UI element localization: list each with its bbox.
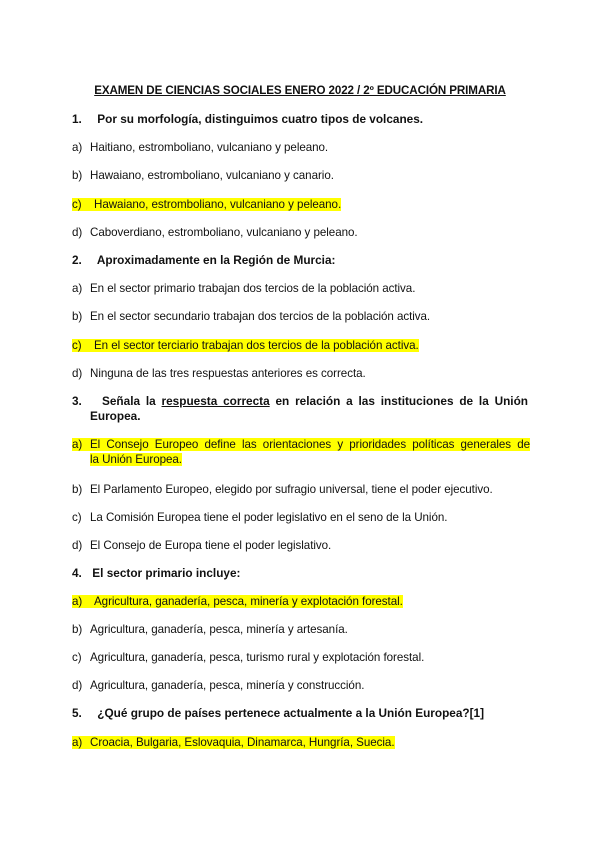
q1-option-d-letter: d) [72,226,83,239]
q3-option-a-letter: a) [72,438,83,451]
document-title: EXAMEN DE CIENCIAS SOCIALES ENERO 2022 / 2º EDUCACIÓN PRIMARIA [94,84,506,97]
q4-option-a-text: Agricultura, ganadería, pesca, minería y explotación forestal. [94,595,403,608]
q3-option-a-correct [72,437,530,467]
q3-option-d-text: El Consejo de Europa tiene el poder legislativo. [90,539,332,552]
q4-option-a-letter: a) [72,595,83,608]
q2-option-a [72,281,415,296]
question-4-text: El sector primario incluye: [92,566,241,580]
q2-option-d-letter: d) [72,367,83,380]
q1-option-a-letter: a) [72,141,83,154]
q3-option-c-text: La Comisión Europea tiene el poder legislativo en el seno de la Unión. [90,511,448,524]
q1-option-a-text: Haitiano, estromboliano, vulcaniano y peleano. [90,141,329,154]
q1-option-d [72,225,358,240]
q1-option-b-letter: b) [72,169,83,182]
q1-option-b-text: Hawaiano, estromboliano, vulcaniano y canario. [90,169,334,182]
question-4 [72,566,240,581]
q2-option-c-letter: c) [72,339,82,352]
q4-option-d-letter: d) [72,679,83,692]
question-3-text-underlined: respuesta correcta [161,394,270,408]
q1-option-c-letter: c) [72,198,82,211]
question-1 [72,112,423,127]
question-2-text: Aproximadamente en la Región de Murcia: [96,253,336,267]
q2-option-a-text: En el sector primario trabajan dos tercios de la población activa. [90,282,416,295]
question-4-number: 4. [72,566,82,580]
q2-option-b-letter: b) [72,310,83,323]
q1-option-d-text: Caboverdiano, estromboliano, vulcaniano y peleano. [90,226,358,239]
q4-option-c-letter: c) [72,651,82,664]
q2-option-d-text: Ninguna de las tres respuestas anteriores es correcta. [90,367,366,380]
question-2-number: 2. [72,253,82,267]
q4-option-b-letter: b) [72,623,83,636]
question-5 [72,706,484,721]
q3-option-a-text-line2: la Unión Europea. [90,453,182,466]
q3-option-b-text: El Parlamento Europeo, elegido por sufragio universal, tiene el poder ejecutivo. [90,483,493,496]
q5-option-a-correct [72,735,395,750]
q3-option-c [72,510,447,525]
question-3-text-after: en relación a las instituciones de la Unión [275,394,528,408]
q3-option-b [72,482,493,497]
question-5-text: ¿Qué grupo de países pertenece actualmente a la Unión Europea?[1] [97,706,485,720]
q4-option-a-correct [72,594,403,609]
q2-option-d [72,366,366,381]
q1-option-b [72,168,334,183]
q3-option-c-letter: c) [72,511,82,524]
q1-option-a [72,140,328,155]
q2-option-b-text: En el sector secundario trabajan dos tercios de la población activa. [90,310,431,323]
question-3-number: 3. [72,394,82,408]
question-2 [72,253,335,268]
q4-option-b [72,622,348,637]
q3-option-b-letter: b) [72,483,83,496]
question-1-text: Por su morfología, distinguimos cuatro tipos de volcanes. [97,112,424,126]
question-3-text-line2: Europea. [90,409,141,423]
q4-option-c-text: Agricultura, ganadería, pesca, turismo rural y explotación forestal. [90,651,425,664]
question-3-text-before: Señala la [102,394,156,408]
q1-option-c-text: Hawaiano, estromboliano, vulcaniano y peleano. [94,198,342,211]
question-1-number: 1. [72,112,82,126]
q4-option-c [72,650,424,665]
q2-option-c-correct [72,338,419,353]
q1-option-c-correct [72,197,341,212]
q5-option-a-letter: a) [72,736,83,749]
q3-option-a-text-line1: El Consejo Europeo define las orientaciones y prioridades políticas generales de [90,438,530,451]
q2-option-c-text: En el sector terciario trabajan dos tercios de la población activa. [94,339,419,352]
question-5-number: 5. [72,706,82,720]
q4-option-d [72,678,364,693]
q2-option-b [72,309,430,324]
q5-option-a-text: Croacia, Bulgaria, Eslovaquia, Dinamarca, Hungría, Suecia. [90,736,395,749]
q4-option-b-text: Agricultura, ganadería, pesca, minería y artesanía. [90,623,348,636]
question-3 [72,394,528,424]
q4-option-d-text: Agricultura, ganadería, pesca, minería y construcción. [90,679,365,692]
q3-option-d-letter: d) [72,539,83,552]
q3-option-d [72,538,331,553]
q2-option-a-letter: a) [72,282,83,295]
